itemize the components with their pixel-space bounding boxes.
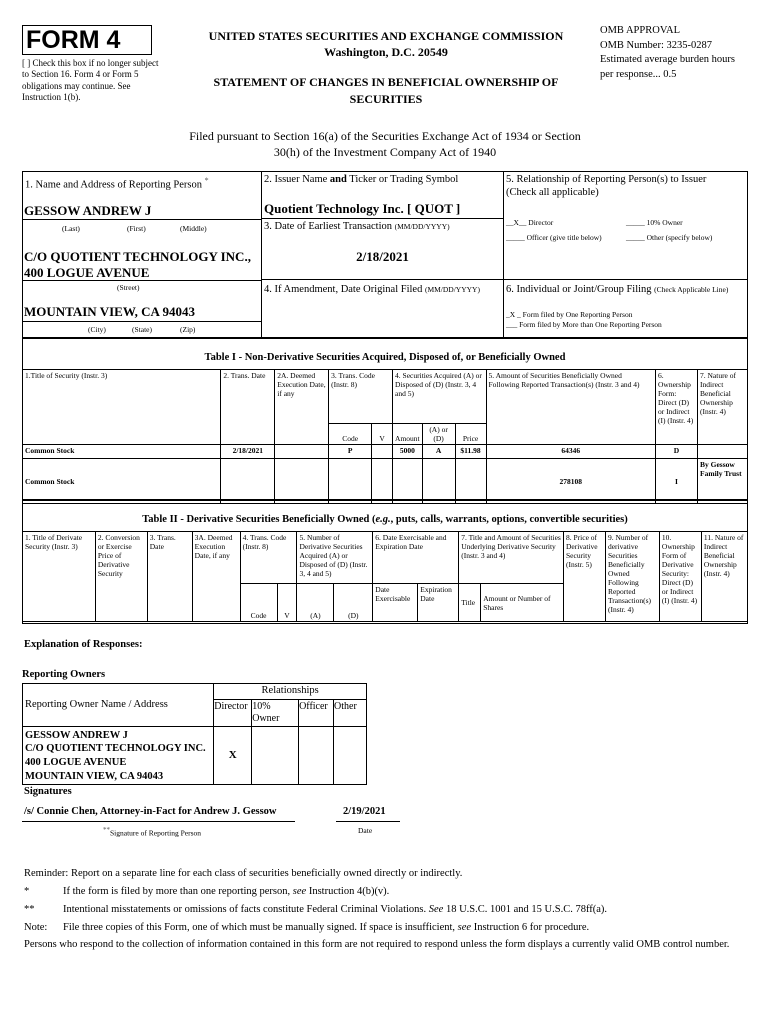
t2-h-code: 4. Trans. Code (Instr. 8) <box>240 532 297 584</box>
t1-nature <box>697 445 747 459</box>
issuer-name-ticker: Quotient Technology Inc. [ QUOT ] <box>264 201 461 216</box>
t1-deemed <box>275 459 329 504</box>
zip-label: (Zip) <box>180 325 196 334</box>
t1-h-acquired: 4. Securities Acquired (A) or Disposed of (D) (Instr. 3, 4 and 5) <box>393 370 486 424</box>
reporting-person-street: C/O QUOTIENT TECHNOLOGY INC., 400 LOGUE AVENUE <box>24 249 251 280</box>
t2-h-nature: 11. Nature of Indirect Beneficial Ownership (Instr. 4) <box>701 532 747 622</box>
relationship-other[interactable]: _____ Other (specify below) <box>626 233 713 242</box>
t1-ad <box>422 459 455 504</box>
statement-title: STATEMENT OF CHANGES IN BENEFICIAL OWNERSHIP OF SECURITIES <box>213 75 559 106</box>
t2-h-deemed: 3A. Deemed Execution Date, if any <box>192 532 240 622</box>
t1-amount <box>393 459 423 504</box>
t2-h-underlying: 7. Title and Amount of Securities Underlying Derivative Security (Instr. 3 and 4) <box>459 532 564 584</box>
t1-v <box>372 459 393 504</box>
t1-date: 2/18/2021 <box>221 445 275 459</box>
first-label: (First) <box>127 224 146 233</box>
t2-sub-v: V <box>277 584 297 622</box>
ro-h-officer: Officer <box>299 699 334 726</box>
table2-title: Table II - Derivative Securities Beneficially Owned (e.g., puts, calls, warrants, options, convertible securities) <box>142 514 628 525</box>
omb-burden: Estimated average burden hours per response... 0.5 <box>600 54 735 81</box>
t1-sub-amount: Amount <box>393 424 423 445</box>
ro-owner-address: GESSOW ANDREW J C/O QUOTIENT TECHNOLOGY INC. 400 LOGUE AVENUE MOUNTAIN VIEW, CA 94043 <box>23 726 214 785</box>
table-row <box>23 726 367 785</box>
ro-h-name: Reporting Owner Name / Address <box>23 684 214 727</box>
reporting-person-name: GESSOW ANDREW J <box>24 203 152 218</box>
relationship-officer[interactable]: _____ Officer (give title below) <box>506 233 602 242</box>
t1-nature: By Gessow Family Trust <box>697 459 747 504</box>
last-label: (Last) <box>62 224 80 233</box>
t1-sub-v: V <box>372 424 393 445</box>
t1-date <box>221 459 275 504</box>
date-label: Date <box>358 826 373 835</box>
reporting-person-city: MOUNTAIN VIEW, CA 94043 <box>24 304 195 319</box>
agency-name: UNITED STATES SECURITIES AND EXCHANGE COMMISSION <box>208 29 564 43</box>
footnote-star-mark: * <box>24 886 30 897</box>
reminder-text: Reminder: Report on a separate line for each class of securities beneficially owned directly or indirectly. <box>24 868 463 879</box>
filed-pursuant-text: Filed pursuant to Section 16(a) of the Securities Exchange Act of 1934 or Section 30(h) of the Investment Company Act of 1940 <box>189 129 581 160</box>
t2-h-number: 5. Number of Derivative Securities Acquired (A) or Disposed of (D) (Instr. 3, 4 and 5) <box>297 532 373 584</box>
ro-h-director: Director <box>214 699 252 726</box>
footnote-dstar-text: Intentional misstatements or omissions of facts constitute Federal Criminal Violations. See 18 U.S.C. 1001 and 15 U.S.C. 78ff(a). <box>63 904 608 915</box>
state-label: (State) <box>132 325 152 334</box>
t2-h-conversion: 2. Conversion or Exercise Price of Derivative Security <box>95 532 147 622</box>
explanation-heading: Explanation of Responses: <box>24 639 143 650</box>
box2-label: 2. Issuer Name and Ticker or Trading Symbol <box>264 174 459 185</box>
t1-owned: 278108 <box>486 459 656 504</box>
t2-sub-title: Title <box>459 584 481 622</box>
box1-label: 1. Name and Address of Reporting Person * <box>25 176 209 191</box>
t2-h-title: 1. Title of Derivate Security (Instr. 3) <box>23 532 96 622</box>
t1-deemed <box>275 445 329 459</box>
t1-form: I <box>656 459 698 504</box>
t1-code <box>329 459 372 504</box>
table-row <box>23 459 748 504</box>
ro-h-relationships: Relationships <box>214 684 367 700</box>
t1-price: $11.98 <box>455 445 486 459</box>
t2-h-exercisable: 6. Date Exercisable and Expiration Date <box>373 532 459 584</box>
middle-label: (Middle) <box>180 224 207 233</box>
signature-date: 2/19/2021 <box>343 806 386 817</box>
signer-name: /s/ Connie Chen, Attorney-in-Fact for Andrew J. Gessow <box>24 806 277 817</box>
t2-h-form: 10. Ownership Form of Derivative Security: Direct (D) or Indirect (I) (Instr. 4) <box>659 532 701 622</box>
t1-form: D <box>656 445 698 459</box>
box4-label: 4. If Amendment, Date Original Filed (MM/DD/YYYY) <box>264 284 480 295</box>
t1-ad: A <box>422 445 455 459</box>
box3-label: 3. Date of Earliest Transaction (MM/DD/YYYY) <box>264 221 450 232</box>
signature-label: **Signature of Reporting Person <box>103 826 202 838</box>
t2-sub-date-exercisable: Date Exercisable <box>373 584 418 622</box>
box5-label: 5. Relationship of Reporting Person(s) to Issuer (Check all applicable) <box>506 174 707 199</box>
t1-security: Common Stock <box>23 445 221 459</box>
t2-sub-amount: Amount or Number of Shares <box>481 584 564 622</box>
t1-amount: 5000 <box>393 445 423 459</box>
reporting-owners-table <box>22 683 367 785</box>
t1-v <box>372 445 393 459</box>
omb-approval-box <box>600 24 750 83</box>
ro-h-other: Other <box>334 699 367 726</box>
t2-sub-d: (D) <box>334 584 373 622</box>
t1-h-date: 2. Trans. Date <box>221 370 275 445</box>
t1-sub-ad: (A) or (D) <box>422 424 455 445</box>
filing-more-persons[interactable]: ___ Form filed by More than One Reporting Person <box>506 320 662 329</box>
t2-sub-expiration: Expiration Date <box>418 584 459 622</box>
table1-grid <box>22 369 748 504</box>
t1-h-owned: 5. Amount of Securities Beneficially Owned Following Reported Transaction(s) (Instr. 3 and 4) <box>486 370 656 445</box>
t1-owned: 64346 <box>486 445 656 459</box>
table1-title: Table I - Non-Derivative Securities Acquired, Disposed of, or Beneficially Owned <box>204 352 566 363</box>
footnote-note-mark: Note: <box>24 922 48 933</box>
relationship-10pct-owner[interactable]: _____ 10% Owner <box>626 218 683 227</box>
t1-h-title: 1.Title of Security (Instr. 3) <box>23 370 221 445</box>
footnote-note-text: File three copies of this Form, one of which must be manually signed. If space is insufficient, see Instruction 6 for procedure. <box>63 922 590 933</box>
omb-approval-label: OMB APPROVAL <box>600 25 681 36</box>
street-label: (Street) <box>117 283 140 292</box>
form-title-box <box>22 25 152 55</box>
omb-persons-notice: Persons who respond to the collection of information contained in this form are not required to respond unless the form displays a currently valid OMB control number. <box>24 939 730 950</box>
t2-sub-code: Code <box>240 584 277 622</box>
filing-one-person[interactable]: _X _ Form filed by One Reporting Person <box>506 310 633 319</box>
t1-h-deemed: 2A. Deemed Execution Date, if any <box>275 370 329 445</box>
ro-officer-mark <box>299 726 334 785</box>
no-longer-subject-checkbox-text[interactable]: [ ] Check this box if no longer subject to Section 16. Form 4 or Form 5 obligations may continue. See Instruction 1(b). <box>22 58 159 102</box>
t1-sub-price: Price <box>455 424 486 445</box>
ro-10pct-mark <box>252 726 299 785</box>
t1-security: Common Stock <box>23 459 221 504</box>
signatures-heading: Signatures <box>24 786 72 797</box>
t1-sub-code: Code <box>329 424 372 445</box>
ro-h-10pct: 10% Owner <box>252 699 299 726</box>
earliest-transaction-date: 2/18/2021 <box>356 249 409 264</box>
t2-h-price: 8. Price of Derivative Security (Instr. 5) <box>563 532 605 622</box>
reporting-owners-heading: Reporting Owners <box>22 669 106 680</box>
t2-sub-a: (A) <box>297 584 334 622</box>
footnote-star-text: If the form is filed by more than one reporting person, see Instruction 4(b)(v). <box>63 886 390 897</box>
footnote-dstar-mark: ** <box>24 904 35 915</box>
city-label: (City) <box>88 325 106 334</box>
t1-h-form: 6. Ownership Form: Direct (D) or Indirect (I) (Instr. 4) <box>656 370 698 445</box>
t2-h-owned: 9. Number of derivative Securities Beneficially Owned Following Reported Transaction(s) (Instr. 4) <box>605 532 659 622</box>
table-row <box>23 445 748 459</box>
agency-location: Washington, D.C. 20549 <box>324 45 448 59</box>
t1-h-code: 3. Trans. Code (Instr. 8) <box>329 370 393 424</box>
omb-number: OMB Number: 3235-0287 <box>600 39 712 51</box>
t2-h-date: 3. Trans. Date <box>147 532 192 622</box>
ro-director-mark: X <box>214 726 252 785</box>
form-title: FORM 4 <box>26 26 121 54</box>
relationship-director[interactable]: __X__ Director <box>506 218 554 227</box>
t1-price <box>455 459 486 504</box>
ro-other-mark <box>334 726 367 785</box>
table2-grid <box>22 531 748 622</box>
box6-label: 6. Individual or Joint/Group Filing (Check Applicable Line) <box>506 284 729 295</box>
t1-h-nature: 7. Nature of Indirect Beneficial Ownership (Instr. 4) <box>697 370 747 445</box>
t1-code: P <box>329 445 372 459</box>
